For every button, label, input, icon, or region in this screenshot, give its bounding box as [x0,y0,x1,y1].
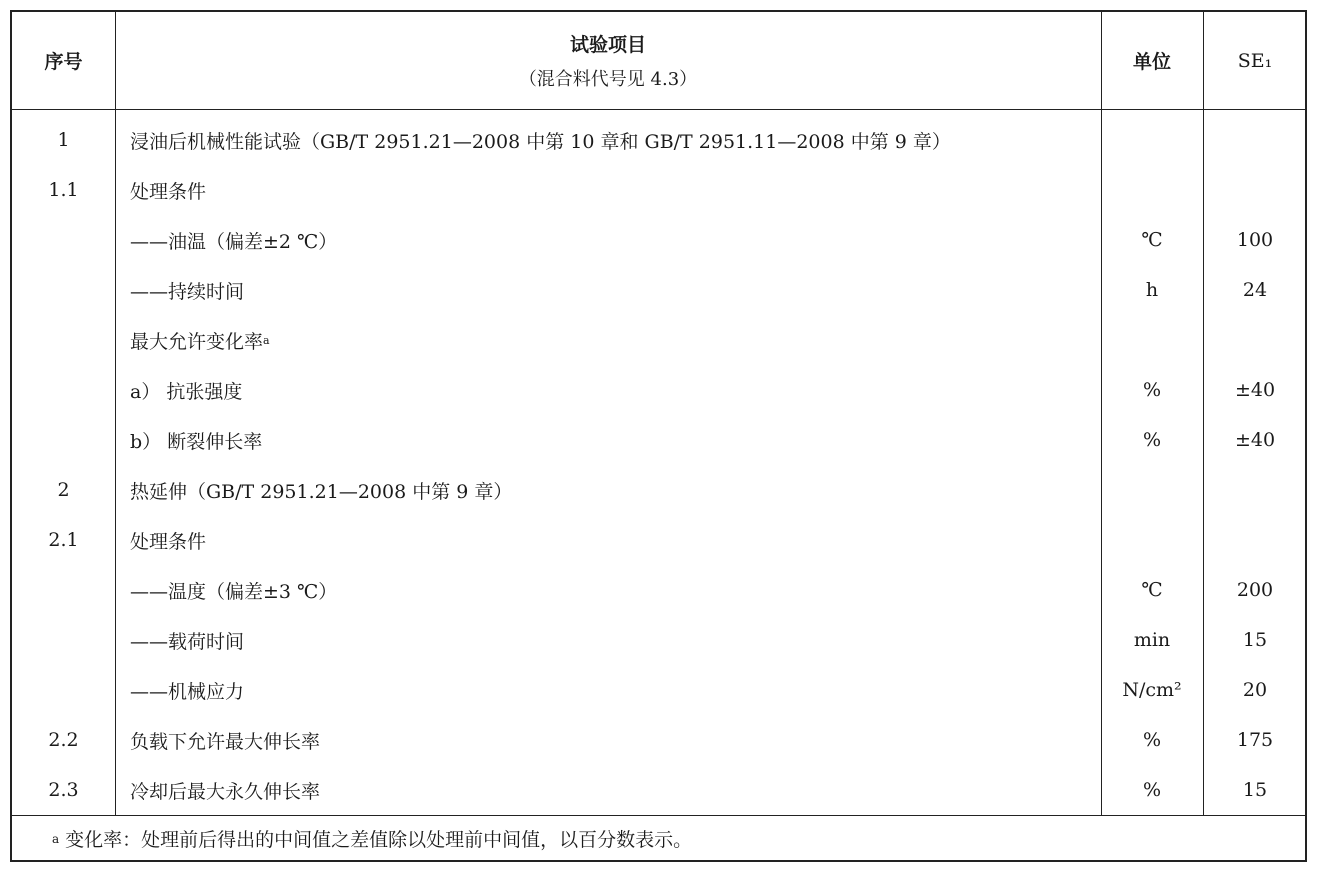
cell-item [115,765,1101,815]
cell-item [115,465,1101,515]
cell-item-text: ——机械应力 [130,680,245,703]
table-row [12,615,1305,665]
cell-value [1203,415,1307,465]
cell-seq [12,365,115,415]
cell-unit-text: % [1142,779,1162,801]
cell-item [115,265,1101,315]
footnote-ref: a [263,333,270,347]
table-row [12,415,1305,465]
cell-item [115,365,1101,415]
cell-item-text: 负载下允许最大伸长率 [130,730,321,753]
table-row [12,465,1305,515]
cell-unit-text: ℃ [1141,229,1163,251]
cell-unit-text: % [1142,379,1162,401]
cell-seq-text: 2.1 [48,529,79,551]
cell-unit [1101,565,1203,615]
cell-item [115,715,1101,765]
cell-value-text: 100 [1236,229,1274,251]
cell-seq [12,665,115,715]
table-row [12,565,1305,615]
cell-value [1203,265,1307,315]
cell-unit-text: % [1142,429,1162,451]
cell-seq-text: 1.1 [48,179,79,201]
header-value-label: SE₁ [1237,49,1273,72]
cell-item [115,665,1101,715]
cell-item-text: a） 抗张强度 [130,380,243,403]
cell-item-text: ——油温（偏差±2 ℃） [130,230,338,253]
header-item-sublabel: （混合料代号见 4.3） [518,69,698,90]
cell-value [1203,465,1307,515]
cell-item-text: 最大允许变化率 [130,330,264,353]
cell-value [1203,315,1307,365]
cell-item [115,415,1101,465]
cell-seq [12,415,115,465]
cell-seq [12,565,115,615]
table-row [12,715,1305,765]
cell-seq [12,465,115,515]
cell-value [1203,165,1307,215]
cell-unit-text: min [1133,629,1171,651]
cell-seq-text: 2 [57,479,70,501]
table-row [12,515,1305,565]
cell-item-text: ——载荷时间 [130,630,245,653]
cell-item-text: 浸油后机械性能试验（GB/T 2951.21—2008 中第 10 章和 GB/T 2951.11—2008 中第 9 章） [130,130,951,153]
cell-item [115,565,1101,615]
table-row [12,365,1305,415]
header-seq-label: 序号 [44,51,83,73]
cell-value [1203,765,1307,815]
cell-item [115,615,1101,665]
cell-unit-text: ℃ [1141,579,1163,601]
cell-seq-text: 2.2 [48,729,79,751]
header-unit-label: 单位 [1132,51,1171,73]
table-row [12,265,1305,315]
cell-item [115,515,1101,565]
cell-seq [12,315,115,365]
standards-table [10,10,1307,862]
cell-unit [1101,515,1203,565]
cell-item [115,215,1101,265]
cell-item [115,315,1101,365]
cell-value [1203,665,1307,715]
header-unit [1101,12,1203,109]
cell-unit [1101,215,1203,265]
cell-unit [1101,465,1203,515]
cell-value [1203,365,1307,415]
cell-value-text: ±40 [1234,379,1276,401]
cell-seq [12,215,115,265]
cell-item-text: 处理条件 [130,530,207,553]
cell-value-text: 15 [1242,779,1268,801]
cell-seq [12,515,115,565]
cell-item-text: b） 断裂伸长率 [130,430,263,453]
cell-seq-text: 2.3 [48,779,79,801]
cell-item-text: ——温度（偏差±3 ℃） [130,580,338,603]
cell-item [115,115,1101,165]
cell-unit [1101,365,1203,415]
cell-value-text: 200 [1236,579,1274,601]
header-item [115,12,1101,109]
cell-seq [12,715,115,765]
table-footnote [12,815,1305,862]
table-row [12,765,1305,815]
footnote-mark: a [52,831,60,846]
table-row [12,165,1305,215]
table-row [12,115,1305,165]
cell-value-text: 175 [1236,729,1274,751]
cell-item-text: 热延伸（GB/T 2951.21—2008 中第 9 章） [130,480,513,503]
cell-seq-text: 1 [57,129,70,151]
cell-value-text: 20 [1242,679,1268,701]
cell-value [1203,615,1307,665]
cell-seq [12,765,115,815]
cell-unit [1101,715,1203,765]
cell-unit [1101,765,1203,815]
header-value [1203,12,1307,109]
header-seq [12,12,115,109]
cell-value [1203,115,1307,165]
cell-value [1203,515,1307,565]
cell-unit [1101,165,1203,215]
header-divider [12,109,1305,110]
table-row [12,665,1305,715]
cell-seq [12,165,115,215]
cell-unit [1101,115,1203,165]
footnote-text: 变化率：处理前后得出的中间值之差值除以处理前中间值，以百分数表示。 [65,829,693,851]
cell-unit-text: N/cm² [1122,679,1182,701]
cell-seq [12,265,115,315]
cell-item-text: 处理条件 [130,180,207,203]
cell-seq [12,615,115,665]
cell-item [115,165,1101,215]
cell-item-text: ——持续时间 [130,280,245,303]
cell-seq [12,115,115,165]
cell-unit-text: h [1145,279,1159,301]
cell-item-text: 冷却后最大永久伸长率 [130,780,321,803]
table-row [12,215,1305,265]
cell-value [1203,715,1307,765]
table-row [12,315,1305,365]
cell-unit [1101,415,1203,465]
cell-value-text: 24 [1242,279,1268,301]
cell-unit-text: % [1142,729,1162,751]
header-item-label: 试验项目 [569,34,646,56]
cell-unit [1101,265,1203,315]
cell-unit [1101,315,1203,365]
cell-value [1203,215,1307,265]
cell-value-text: ±40 [1234,429,1276,451]
cell-value-text: 15 [1242,629,1268,651]
cell-unit [1101,665,1203,715]
cell-unit [1101,615,1203,665]
cell-value [1203,565,1307,615]
